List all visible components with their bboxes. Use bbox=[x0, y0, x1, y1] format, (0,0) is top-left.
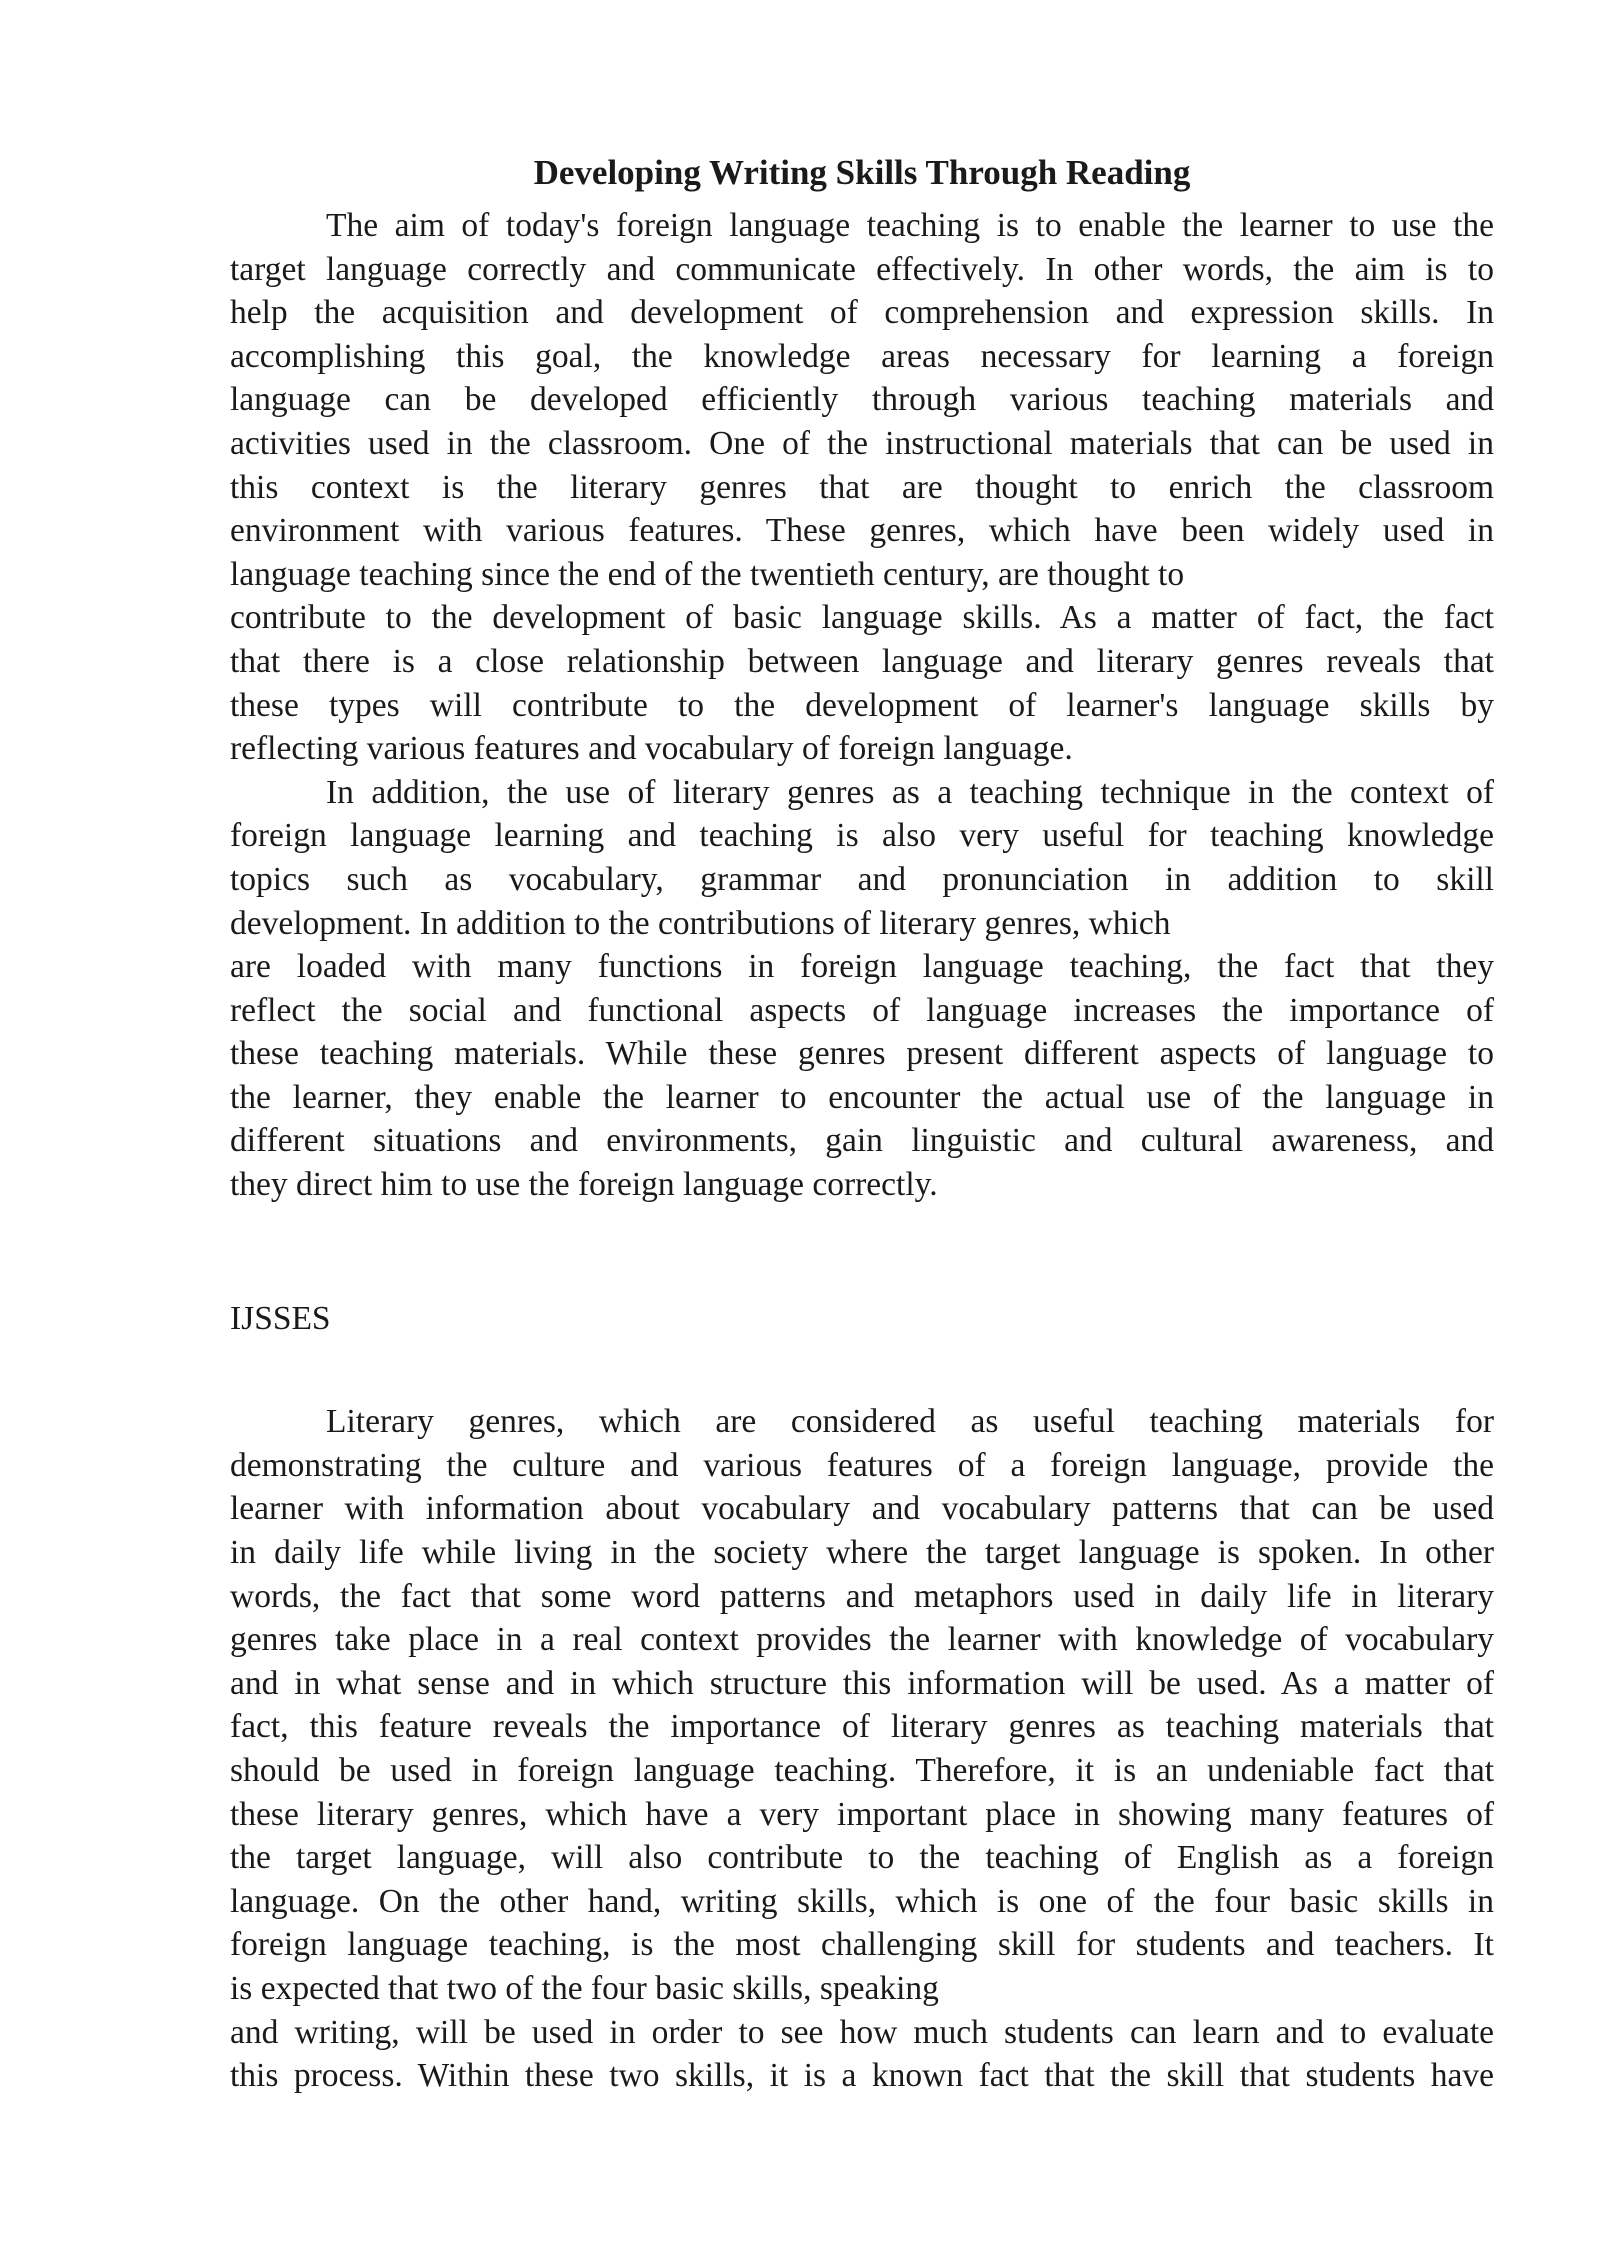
paragraph-line: words, the fact that some word patterns and metaphors used in daily life in literary bbox=[230, 1577, 1494, 1615]
paragraph-line: in daily life while living in the society where the target language is spoken. In other bbox=[230, 1534, 1494, 1572]
paragraph-line: reflect the social and functional aspects of language increases the importance of bbox=[230, 991, 1494, 1029]
paragraph-line: topics such as vocabulary, grammar and pronunciation in addition to skill bbox=[230, 860, 1494, 898]
paragraph-line: this context is the literary genres that are thought to enrich the classroom bbox=[230, 468, 1494, 506]
paragraph-line: Literary genres, which are considered as useful teaching materials for bbox=[326, 1403, 1494, 1441]
section-label: IJSSES bbox=[230, 1299, 331, 1337]
document-title: Developing Writing Skills Through Reading bbox=[533, 153, 1191, 192]
document-page bbox=[230, 150, 1494, 2098]
paragraph-line: demonstrating the culture and various features of a foreign language, provide the bbox=[230, 1446, 1494, 1484]
paragraph-line: help the acquisition and development of comprehension and expression skills. In bbox=[230, 294, 1494, 332]
paragraph-line: they direct him to use the foreign language correctly. bbox=[230, 1166, 938, 1204]
paragraph-line: these teaching materials. While these genres present different aspects of language to bbox=[230, 1035, 1494, 1073]
paragraph-line: language. On the other hand, writing skills, which is one of the four basic skills in bbox=[230, 1882, 1494, 1920]
paragraph-line: learner with information about vocabulary and vocabulary patterns that can be used bbox=[230, 1490, 1494, 1528]
paragraph-3 bbox=[230, 1400, 1494, 2098]
paragraph-line: genres take place in a real context provides the learner with knowledge of vocabulary bbox=[230, 1621, 1494, 1659]
paragraph-line: accomplishing this goal, the knowledge areas necessary for learning a foreign bbox=[230, 337, 1494, 375]
paragraph-line: language can be developed efficiently through various teaching materials and bbox=[230, 381, 1494, 419]
paragraph-line: foreign language learning and teaching is also very useful for teaching knowledge bbox=[230, 817, 1494, 855]
paragraph-line: the target language, will also contribute to the teaching of English as a foreign bbox=[230, 1839, 1494, 1877]
paragraph-1 bbox=[230, 204, 1494, 771]
paragraph-line: environment with various features. These genres, which have been widely used in bbox=[230, 512, 1494, 550]
paragraph-2 bbox=[230, 771, 1494, 1207]
paragraph-line: In addition, the use of literary genres as a teaching technique in the context of bbox=[326, 773, 1494, 811]
paragraph-line: that there is a close relationship between language and literary genres reveals that bbox=[230, 642, 1494, 680]
paragraph-line: activities used in the classroom. One of the instructional materials that can be used in bbox=[230, 424, 1494, 462]
paragraph-line: are loaded with many functions in foreign language teaching, the fact that they bbox=[230, 948, 1494, 986]
paragraph-line: reflecting various features and vocabulary of foreign language. bbox=[230, 730, 1073, 768]
paragraph-line: these literary genres, which have a very important place in showing many features of bbox=[230, 1795, 1494, 1833]
paragraph-line: The aim of today's foreign language teaching is to enable the learner to use the bbox=[326, 207, 1494, 244]
paragraph-line: contribute to the development of basic language skills. As a matter of fact, the fact bbox=[230, 599, 1494, 637]
paragraph-line: fact, this feature reveals the importance of literary genres as teaching materials that bbox=[230, 1708, 1494, 1746]
paragraph-line: target language correctly and communicate effectively. In other words, the aim is to bbox=[230, 250, 1494, 288]
paragraph-line: language teaching since the end of the twentieth century, are thought to bbox=[230, 555, 1185, 593]
paragraph-line: and writing, will be used in order to see how much students can learn and to evaluate bbox=[230, 2013, 1494, 2051]
paragraph-line: and in what sense and in which structure this information will be used. As a matter of bbox=[230, 1664, 1494, 1702]
paragraph-line: this process. Within these two skills, it is a known fact that the skill that students have bbox=[230, 2057, 1494, 2095]
paragraph-line: should be used in foreign language teaching. Therefore, it is an undeniable fact that bbox=[230, 1752, 1494, 1789]
paragraph-line: foreign language teaching, is the most challenging skill for students and teachers. It bbox=[230, 1926, 1494, 1964]
paragraph-line: is expected that two of the four basic skills, speaking bbox=[230, 1969, 939, 2007]
paragraph-line: the learner, they enable the learner to encounter the actual use of the language in bbox=[230, 1078, 1494, 1116]
paragraph-line: different situations and environments, gain linguistic and cultural awareness, and bbox=[230, 1122, 1494, 1160]
paragraph-line: these types will contribute to the development of learner's language skills by bbox=[230, 686, 1494, 724]
paragraph-line: development. In addition to the contributions of literary genres, which bbox=[230, 904, 1171, 942]
